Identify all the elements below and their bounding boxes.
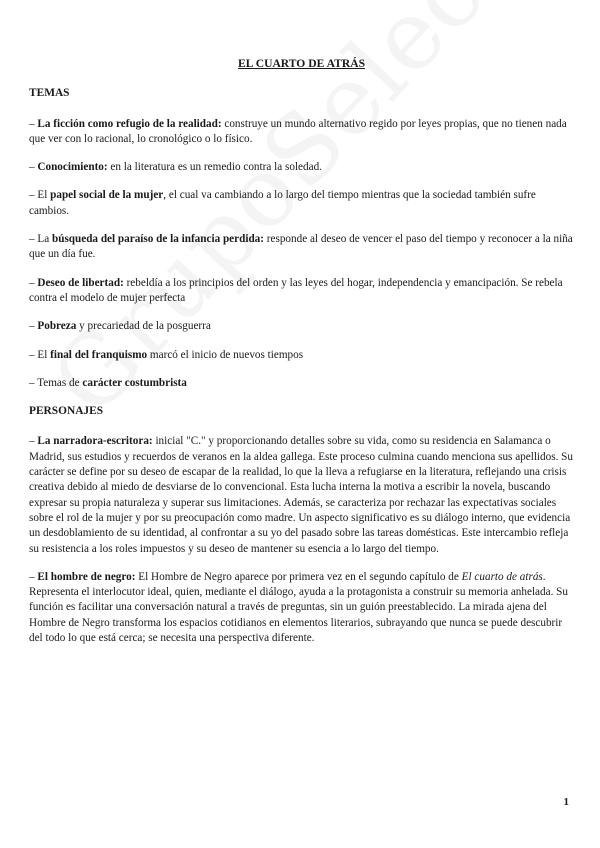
character-hombre-de-negro — [29, 570, 574, 646]
page-number: 1 — [563, 796, 569, 808]
tema-prefix: – — [29, 161, 38, 174]
tema-prefix: – El — [29, 348, 51, 361]
character-description: inicial "C." y proporcionando detalles sobre su vida, como su residencia en Salamanca o Madrid, sus estudios y recuerdos de veranos en la aldea gallega. Este proceso culmina cuando menciona sus apellidos. Su carácter se define por su deseo de escapar de la realidad, lo que la lleva a refugiarse en la literatura, reflejando una crisis creativa debido al miedo de desviarse de lo convencional. Esta lucha interna la motiva a escribir la novela, buscando expresar su propia naturaleza y superar sus limitaciones. Además, se caracteriza por rechazar las expectativas sociales sobre el rol de la mujer y por su preocupación como madre. Un aspecto significativo es su diálogo interno, que evidencia un desdoblamiento de su identidad, al confrontar a su yo del pasado sobre las tareas domésticas. Este intercambio refleja su resistencia a los roles impuestos y su deseo de mantener su esencia a lo largo del tiempo. — [29, 435, 573, 555]
tema-text: y precariedad de la posguerra — [76, 320, 211, 333]
tema-text: , el cual va cambiando a lo largo del tiempo mientras que la sociedad también sufre cambios. — [29, 189, 536, 217]
tema-prefix: – — [29, 320, 38, 333]
tema-keyword: final del franquismo — [50, 348, 148, 361]
tema-keyword: carácter costumbrista — [82, 376, 187, 389]
tema-item — [29, 376, 574, 391]
tema-keyword: búsqueda del paraíso de la infancia perdida: — [52, 233, 264, 246]
character-description: El Hombre de Negro aparece por primera vez en el segundo capítulo de — [135, 570, 462, 583]
tema-prefix: – El — [29, 189, 51, 202]
book-title-italic: El cuarto de atrás — [461, 570, 543, 583]
tema-keyword: Pobreza — [37, 320, 77, 333]
character-prefix: – — [29, 435, 38, 448]
document-body — [29, 56, 574, 659]
tema-item — [29, 160, 574, 175]
document-title: EL CUARTO DE ATRÁS — [237, 57, 366, 70]
tema-prefix: – La — [29, 233, 52, 246]
character-narradora — [29, 434, 574, 556]
tema-keyword: papel social de la mujer — [50, 189, 164, 202]
tema-prefix: – — [29, 117, 38, 130]
character-name: La narradora-escritora: — [37, 435, 153, 448]
tema-keyword: La ficción como refugio de la realidad: — [37, 117, 222, 130]
tema-item — [29, 319, 574, 334]
tema-item — [29, 188, 574, 219]
character-description-cont: . Representa el interlocutor ideal, quien, mediante el diálogo, ayuda a la protagonista a construir su memoria anhelada. Su función es facilitar una conversación natural a través de preguntas, sin un guión preestablecido. La mirada ajena del Hombre de Negro transforma los espacios cotidianos en elementos literarios, subrayando que nunca se puede descubrir del todo lo que está cerca; se necesita una perspectiva diferente. — [29, 570, 568, 645]
tema-item — [29, 276, 574, 307]
tema-keyword: Deseo de libertad: — [37, 276, 124, 289]
temas-list — [29, 117, 574, 392]
tema-item — [29, 232, 574, 263]
tema-text: responde al deseo de vencer el paso del tiempo y reconocer a la niña que un día fue. — [29, 233, 573, 261]
tema-text: en la literatura es un remedio contra la soledad. — [107, 161, 322, 174]
character-prefix: – — [29, 570, 38, 583]
section-heading-temas: TEMAS — [29, 87, 70, 100]
tema-item — [29, 348, 574, 363]
character-name: El hombre de negro: — [37, 570, 136, 583]
tema-text: marcó el inicio de nuevos tiempos — [147, 348, 304, 361]
tema-prefix: – — [29, 276, 38, 289]
tema-item — [29, 117, 574, 148]
tema-keyword: Conocimiento: — [37, 161, 108, 174]
section-heading-personajes: PERSONAJES — [29, 405, 104, 418]
tema-text: construye un mundo alternativo regido por leyes propias, que no tienen nada que ver con lo racional, lo cronológico o lo físico. — [29, 117, 567, 145]
tema-text: rebeldía a los principios del orden y las leyes del hogar, independencia y emancipación. Se rebela contra el modelo de mujer perfecta — [29, 276, 563, 304]
tema-prefix: – Temas de — [29, 376, 83, 389]
